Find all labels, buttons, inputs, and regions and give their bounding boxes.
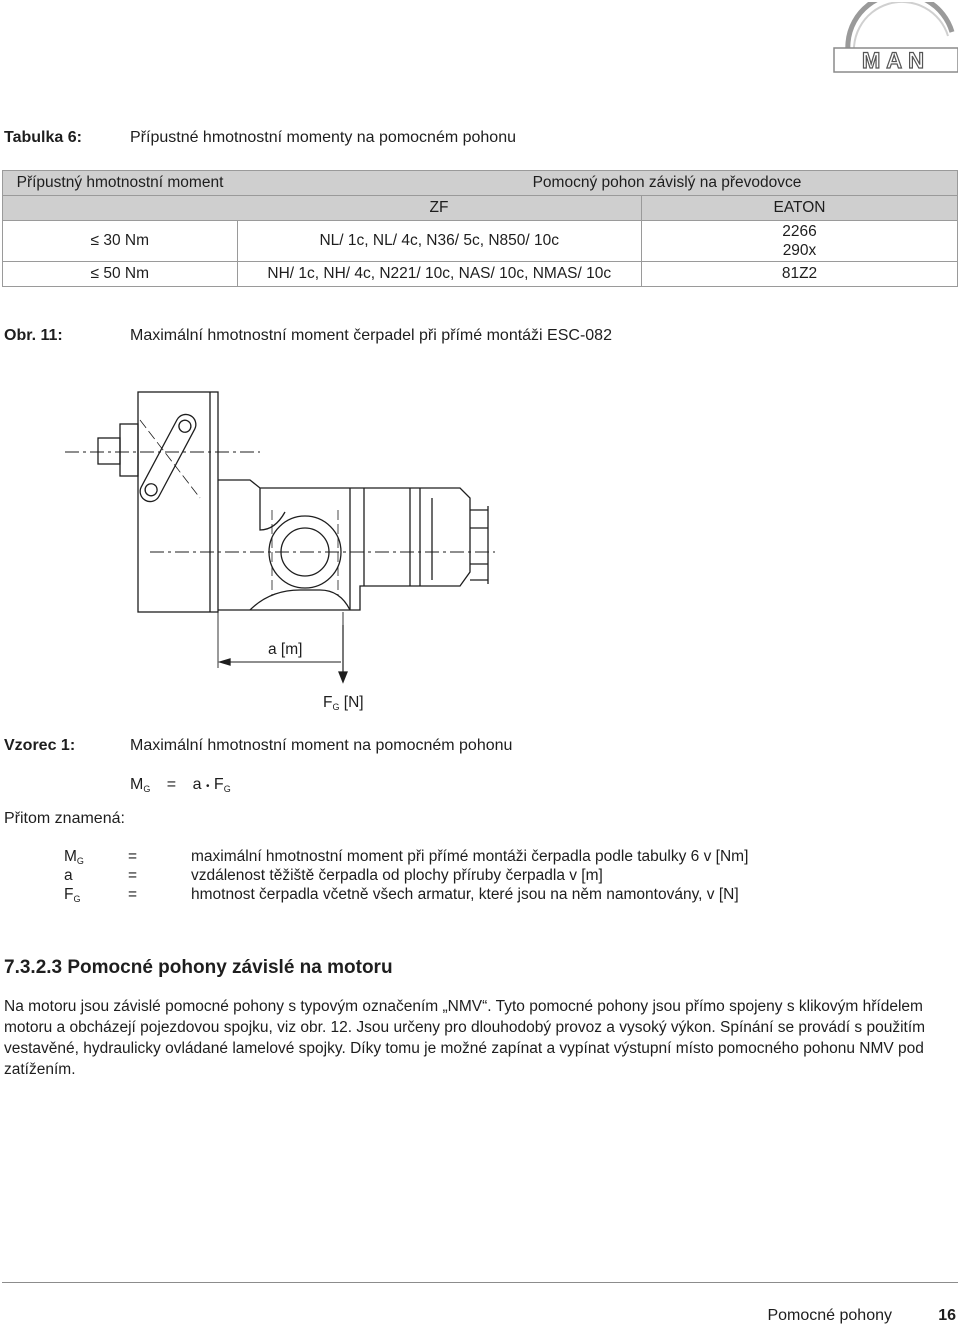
eaton-value: 2266 bbox=[782, 223, 817, 240]
body-line: Na motoru jsou závislé pomocné pohony s typovým označením „NMV“. Tyto pomocné pohony jsou přímo spojeny s klikovým hřídelem bbox=[4, 998, 923, 1015]
col-zf-header: ZF bbox=[237, 196, 642, 221]
eaton-value: 290x bbox=[782, 242, 817, 259]
figure-caption: Maximální hmotnostní moment čerpadel při přímé montáži ESC-082 bbox=[130, 327, 612, 344]
legend-desc: vzdálenost těžiště čerpadla od plochy příruby čerpadla v [m] bbox=[191, 867, 603, 884]
legend-title: Přitom znamená: bbox=[4, 810, 125, 827]
table-cell-eaton: 81Z2 bbox=[642, 262, 958, 287]
table-caption: Přípustné hmotnostní momenty na pomocném pohonu bbox=[130, 129, 516, 146]
force-label: $F_G$ [N] bbox=[323, 694, 364, 712]
legend-desc: hmotnost čerpadla včetně všech armatur, které jsou na něm namontovány, v [N] bbox=[191, 886, 739, 903]
body-line: vestavěné, hydraulicky ovládané lamelové spojky. Díky tomu je možné zapínat a vypínat výstupní místo pomocného pohonu NMV pod bbox=[4, 1040, 924, 1057]
man-logo bbox=[830, 2, 958, 82]
section-body bbox=[4, 996, 956, 1080]
col-group-header: Pomocný pohon závislý na převodovce bbox=[237, 171, 958, 196]
formula-caption: Maximální hmotnostní moment na pomocném pohonu bbox=[130, 737, 513, 754]
legend-symbol: $F_G$ bbox=[64, 886, 81, 904]
col-moment-header: Přípustný hmotnostní moment bbox=[3, 171, 238, 196]
table-cell-zf: NH/ 1c, NH/ 4c, N221/ 10c, NAS/ 10c, NMAS/ 10c bbox=[237, 262, 642, 287]
empty-cell bbox=[3, 196, 238, 221]
body-line: zatížením. bbox=[4, 1061, 76, 1078]
section-title: 7.3.2.3 Pomocné pohony závislé na motoru bbox=[4, 957, 393, 978]
page-number: 16 bbox=[938, 1307, 956, 1324]
table-cell-zf: NL/ 1c, NL/ 4c, N36/ 5c, N850/ 10c bbox=[237, 221, 642, 262]
formula-label: Vzorec 1: bbox=[4, 737, 76, 754]
legend-desc: maximální hmotnostní moment při přímé montáži čerpadla podle tabulky 6 v [Nm] bbox=[191, 848, 749, 865]
legend-symbol: $M_G$ bbox=[64, 848, 84, 866]
col-eaton-header: EATON bbox=[642, 196, 958, 221]
body-line: motoru a obcházejí pojezdovou spojku, viz obr. 12. Jsou určeny pro dlouhodobý provoz a vysoký výkon. Spínání se provádí s použitím bbox=[4, 1019, 926, 1036]
legend-symbol: a bbox=[64, 867, 73, 884]
pump-mounting-drawing bbox=[60, 380, 500, 710]
footer-divider bbox=[2, 1282, 958, 1283]
table-cell-moment: ≤ 30 Nm bbox=[3, 221, 238, 262]
table-label: Tabulka 6: bbox=[4, 129, 82, 146]
logo-text: MAN bbox=[861, 48, 931, 73]
footer-section-name: Pomocné pohony bbox=[767, 1307, 892, 1324]
permissible-moment-table bbox=[2, 170, 958, 287]
figure-label: Obr. 11: bbox=[4, 327, 63, 344]
formula-expression: $M_G = a$ • $F_G$ bbox=[130, 776, 231, 794]
table-cell-eaton bbox=[642, 221, 958, 262]
table-cell-moment: ≤ 50 Nm bbox=[3, 262, 238, 287]
dimension-a-label: a [m] bbox=[268, 641, 303, 658]
